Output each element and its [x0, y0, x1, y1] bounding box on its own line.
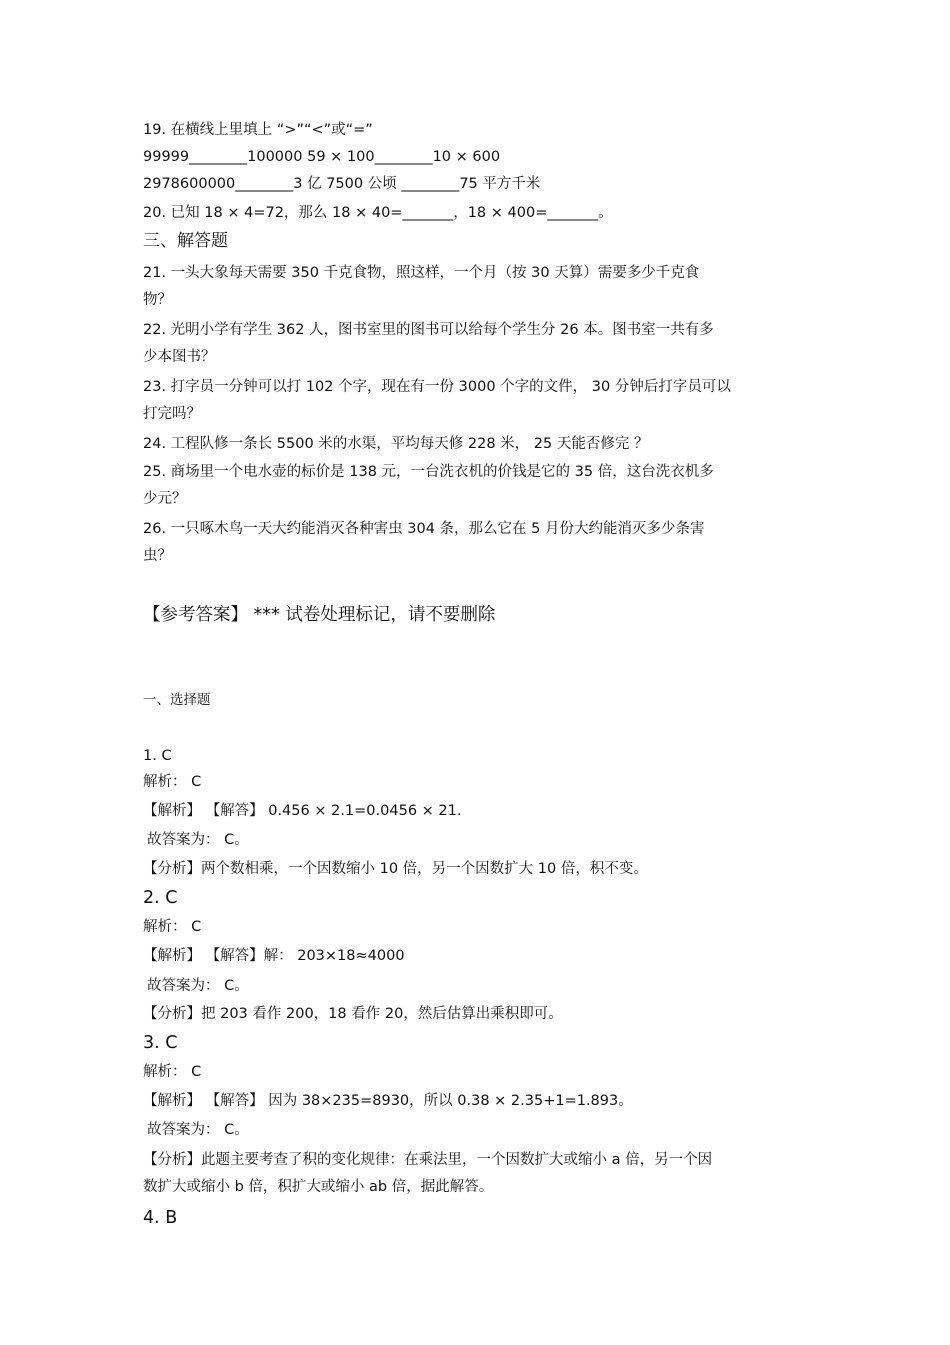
- answer-1-number: 1. C: [143, 748, 172, 764]
- problem-21-line1: 21. 一头大象每天需要 350 千克食物，照这样，一个月（按 30 天算）需要多少千克食: [143, 265, 700, 281]
- question-20: 20. 已知 18 × 4=72，那么 18 × 40=_______，18 × 400=_______。: [143, 205, 613, 221]
- answer-key-header: 【参考答案】 *** 试卷处理标记，请不要删除: [143, 605, 496, 625]
- problem-24-line1: 24. 工程队修一条长 5500 米的水渠，平均每天修 228 米， 25 天能否修完 ？: [143, 436, 649, 452]
- answer-1-jiexi: 解析： C: [143, 774, 202, 790]
- answer-2-jiexi: 解析： C: [143, 919, 202, 935]
- answer-3-analysis-line1: 【分析】此题主要考查了积的变化规律：在乘法里，一个因数扩大或缩小 a 倍，另一个因: [143, 1152, 713, 1168]
- answer-1-conclusion: 故答案为： C。: [147, 832, 249, 848]
- question-19-row1: 99999________100000 59 × 100________10 × 600: [143, 149, 501, 165]
- section-1-title: 一、选择题: [143, 692, 211, 708]
- problem-22-line1: 22. 光明小学有学生 362 人，图书室里的图书可以给每个学生分 26 本。图书室一共有多: [143, 322, 714, 338]
- answer-3-jiexi: 解析： C: [143, 1064, 202, 1080]
- problem-21-line2: 物？: [143, 292, 172, 308]
- problem-26-line2: 虫？: [143, 548, 172, 564]
- question-19-row2: 2978600000________3 亿 7500 公顷 ________75 平方千米: [143, 176, 541, 192]
- answer-3-analysis-line2: 数扩大或缩小 b 倍，积扩大或缩小 ab 倍，据此解答。: [143, 1179, 494, 1195]
- problem-26-line1: 26. 一只啄木鸟一天大约能消灭各种害虫 304 条，那么它在 5 月份大约能消灭多少条害: [143, 521, 705, 537]
- problem-23-line2: 打完吗？: [143, 406, 201, 422]
- answer-4-number: 4. B: [143, 1208, 178, 1228]
- answer-2-number: 2. C: [143, 888, 178, 908]
- section-3-title: 三、解答题: [143, 231, 228, 251]
- answer-3-number: 3. C: [143, 1033, 178, 1053]
- question-19: 19. 在横线上里填上 “>”“<”或“=”: [143, 122, 373, 138]
- problem-25-line1: 25. 商场里一个电水壶的标价是 138 元，一台洗衣机的价钱是它的 35 倍，这台洗衣机多: [143, 464, 714, 480]
- problem-25-line2: 少元？: [143, 491, 187, 507]
- problem-22-line2: 少本图书？: [143, 349, 216, 365]
- answer-3-conclusion: 故答案为： C。: [147, 1122, 249, 1138]
- answer-3-detail: 【解析】 【解答】 因为 38×235=8930，所以 0.38 × 2.35+1=1.893。: [143, 1093, 633, 1109]
- answer-1-detail: 【解析】 【解答】 0.456 × 2.1=0.0456 × 21.: [143, 803, 462, 819]
- answer-2-conclusion: 故答案为： C。: [147, 978, 249, 994]
- problem-23-line1: 23. 打字员一分钟可以打 102 个字，现在有一份 3000 个字的文件， 30 分钟后打字员可以: [143, 379, 731, 395]
- answer-2-analysis: 【分析】把 203 看作 200，18 看作 20，然后估算出乘积即可。: [143, 1006, 563, 1022]
- answer-2-detail: 【解析】 【解答】解： 203×18≈4000: [143, 948, 405, 964]
- answer-1-analysis: 【分析】两个数相乘，一个因数缩小 10 倍，另一个因数扩大 10 倍，积不变。: [143, 861, 648, 877]
